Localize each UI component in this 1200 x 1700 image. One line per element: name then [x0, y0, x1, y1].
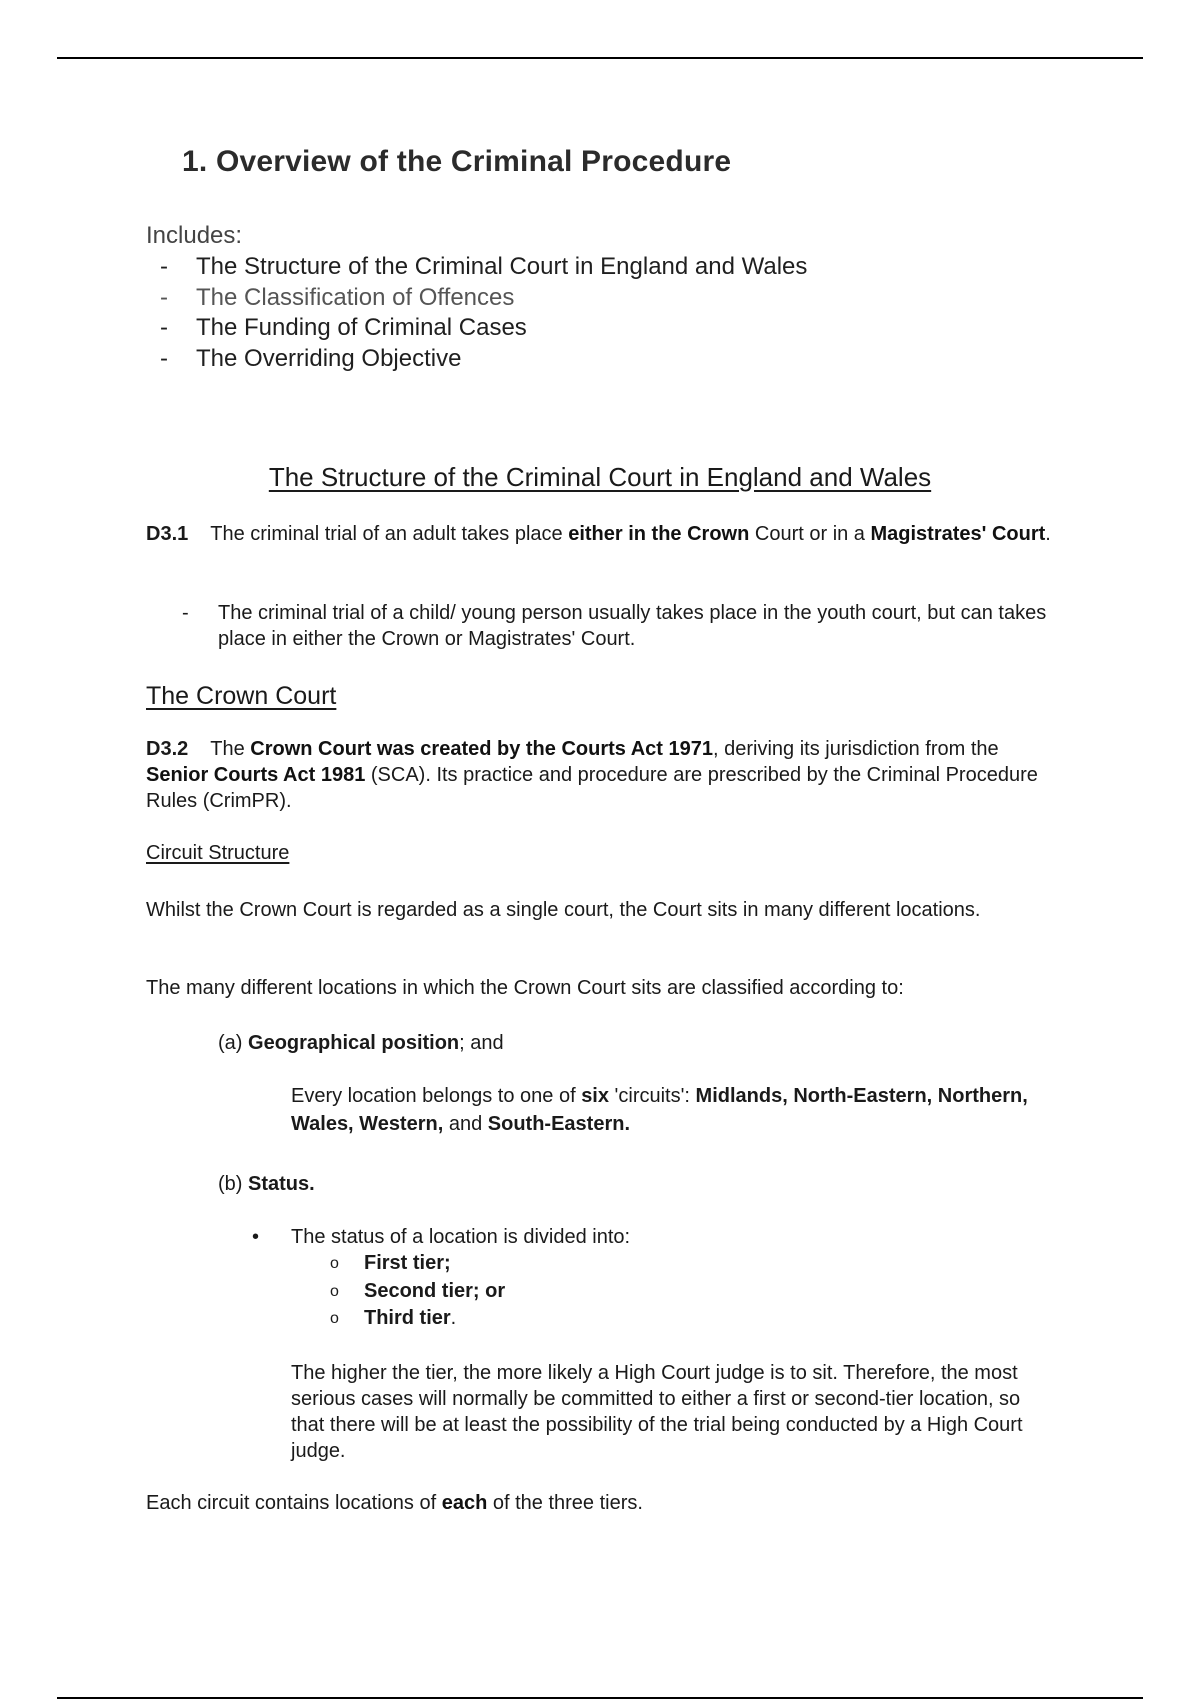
paragraph-d3-1: D3.1 The criminal trial of an adult takes place either in the Crown Court or in a Magistrates' Court.: [146, 523, 1051, 545]
paragraph-many-locations: The many different locations in which the Crown Court sits are classified according to:: [146, 977, 904, 999]
tier-item: o Third tier.: [330, 1305, 505, 1333]
paragraph-ref: D3.2: [146, 738, 189, 760]
section-heading: The Structure of the Criminal Court in England and Wales: [268, 462, 932, 492]
paragraph-circuits: Every location belongs to one of six 'circuits': Midlands, North-Eastern, Northern, Wales, Western, and South-Eastern.: [291, 1085, 1028, 1135]
tier-item: o First tier;: [330, 1250, 505, 1278]
item-a: (a) Geographical position; and: [218, 1032, 504, 1054]
status-bullet: • The status of a location is divided into:: [252, 1226, 631, 1248]
dash-list-item: - The criminal trial of a child/ young person usually takes place in the youth court, but can takes place in either the Crown or Magistrates' Court.: [182, 602, 1047, 650]
document-title: 1. Overview of the Criminal Procedure: [182, 145, 732, 178]
tier-list: [330, 1250, 505, 1333]
circle-marker: o: [330, 1310, 339, 1327]
paragraph-whilst: Whilst the Crown Court is regarded as a single court, the Court sits in many different locations.: [146, 899, 981, 921]
paragraph-d3-2: D3.2 The Crown Court was created by the Courts Act 1971, deriving its jurisdiction from the Senior Courts Act 1981 (SCA). Its practice and procedure are prescribed by the Criminal Procedure Rules (CrimPR).: [146, 738, 1038, 812]
includes-item: - The Classification of Offences: [146, 283, 807, 314]
item-marker: (b): [218, 1173, 243, 1195]
bottom-rule: [57, 1697, 1143, 1699]
includes-item: - The Structure of the Criminal Court in England and Wales: [146, 252, 807, 283]
item-marker: (a): [218, 1032, 243, 1054]
top-rule: [57, 57, 1143, 59]
paragraph-ref: D3.1: [146, 523, 189, 545]
paragraph-each-circuit: Each circuit contains locations of each of the three tiers.: [146, 1492, 643, 1514]
includes-list: [146, 252, 807, 374]
crown-court-heading: The Crown Court: [146, 682, 337, 710]
includes-item: - The Overriding Objective: [146, 344, 807, 375]
item-b: (b) Status.: [218, 1173, 315, 1195]
circle-marker: o: [330, 1282, 339, 1300]
includes-item: - The Funding of Criminal Cases: [146, 313, 807, 344]
bullet-dot: •: [252, 1226, 260, 1248]
dash-marker: -: [182, 602, 189, 624]
includes-label: Includes:: [146, 222, 243, 249]
circle-marker: o: [330, 1255, 339, 1272]
circuit-structure-heading: Circuit Structure: [146, 842, 290, 864]
paragraph-higher-tier: The higher the tier, the more likely a High Court judge is to sit. Therefore, the most serious cases will normally be committed to either a first or second-tier location, so that there will be at least the possibility of the trial being conducted by a High Court judge.: [291, 1362, 1023, 1462]
tier-item: o Second tier; or: [330, 1278, 505, 1306]
